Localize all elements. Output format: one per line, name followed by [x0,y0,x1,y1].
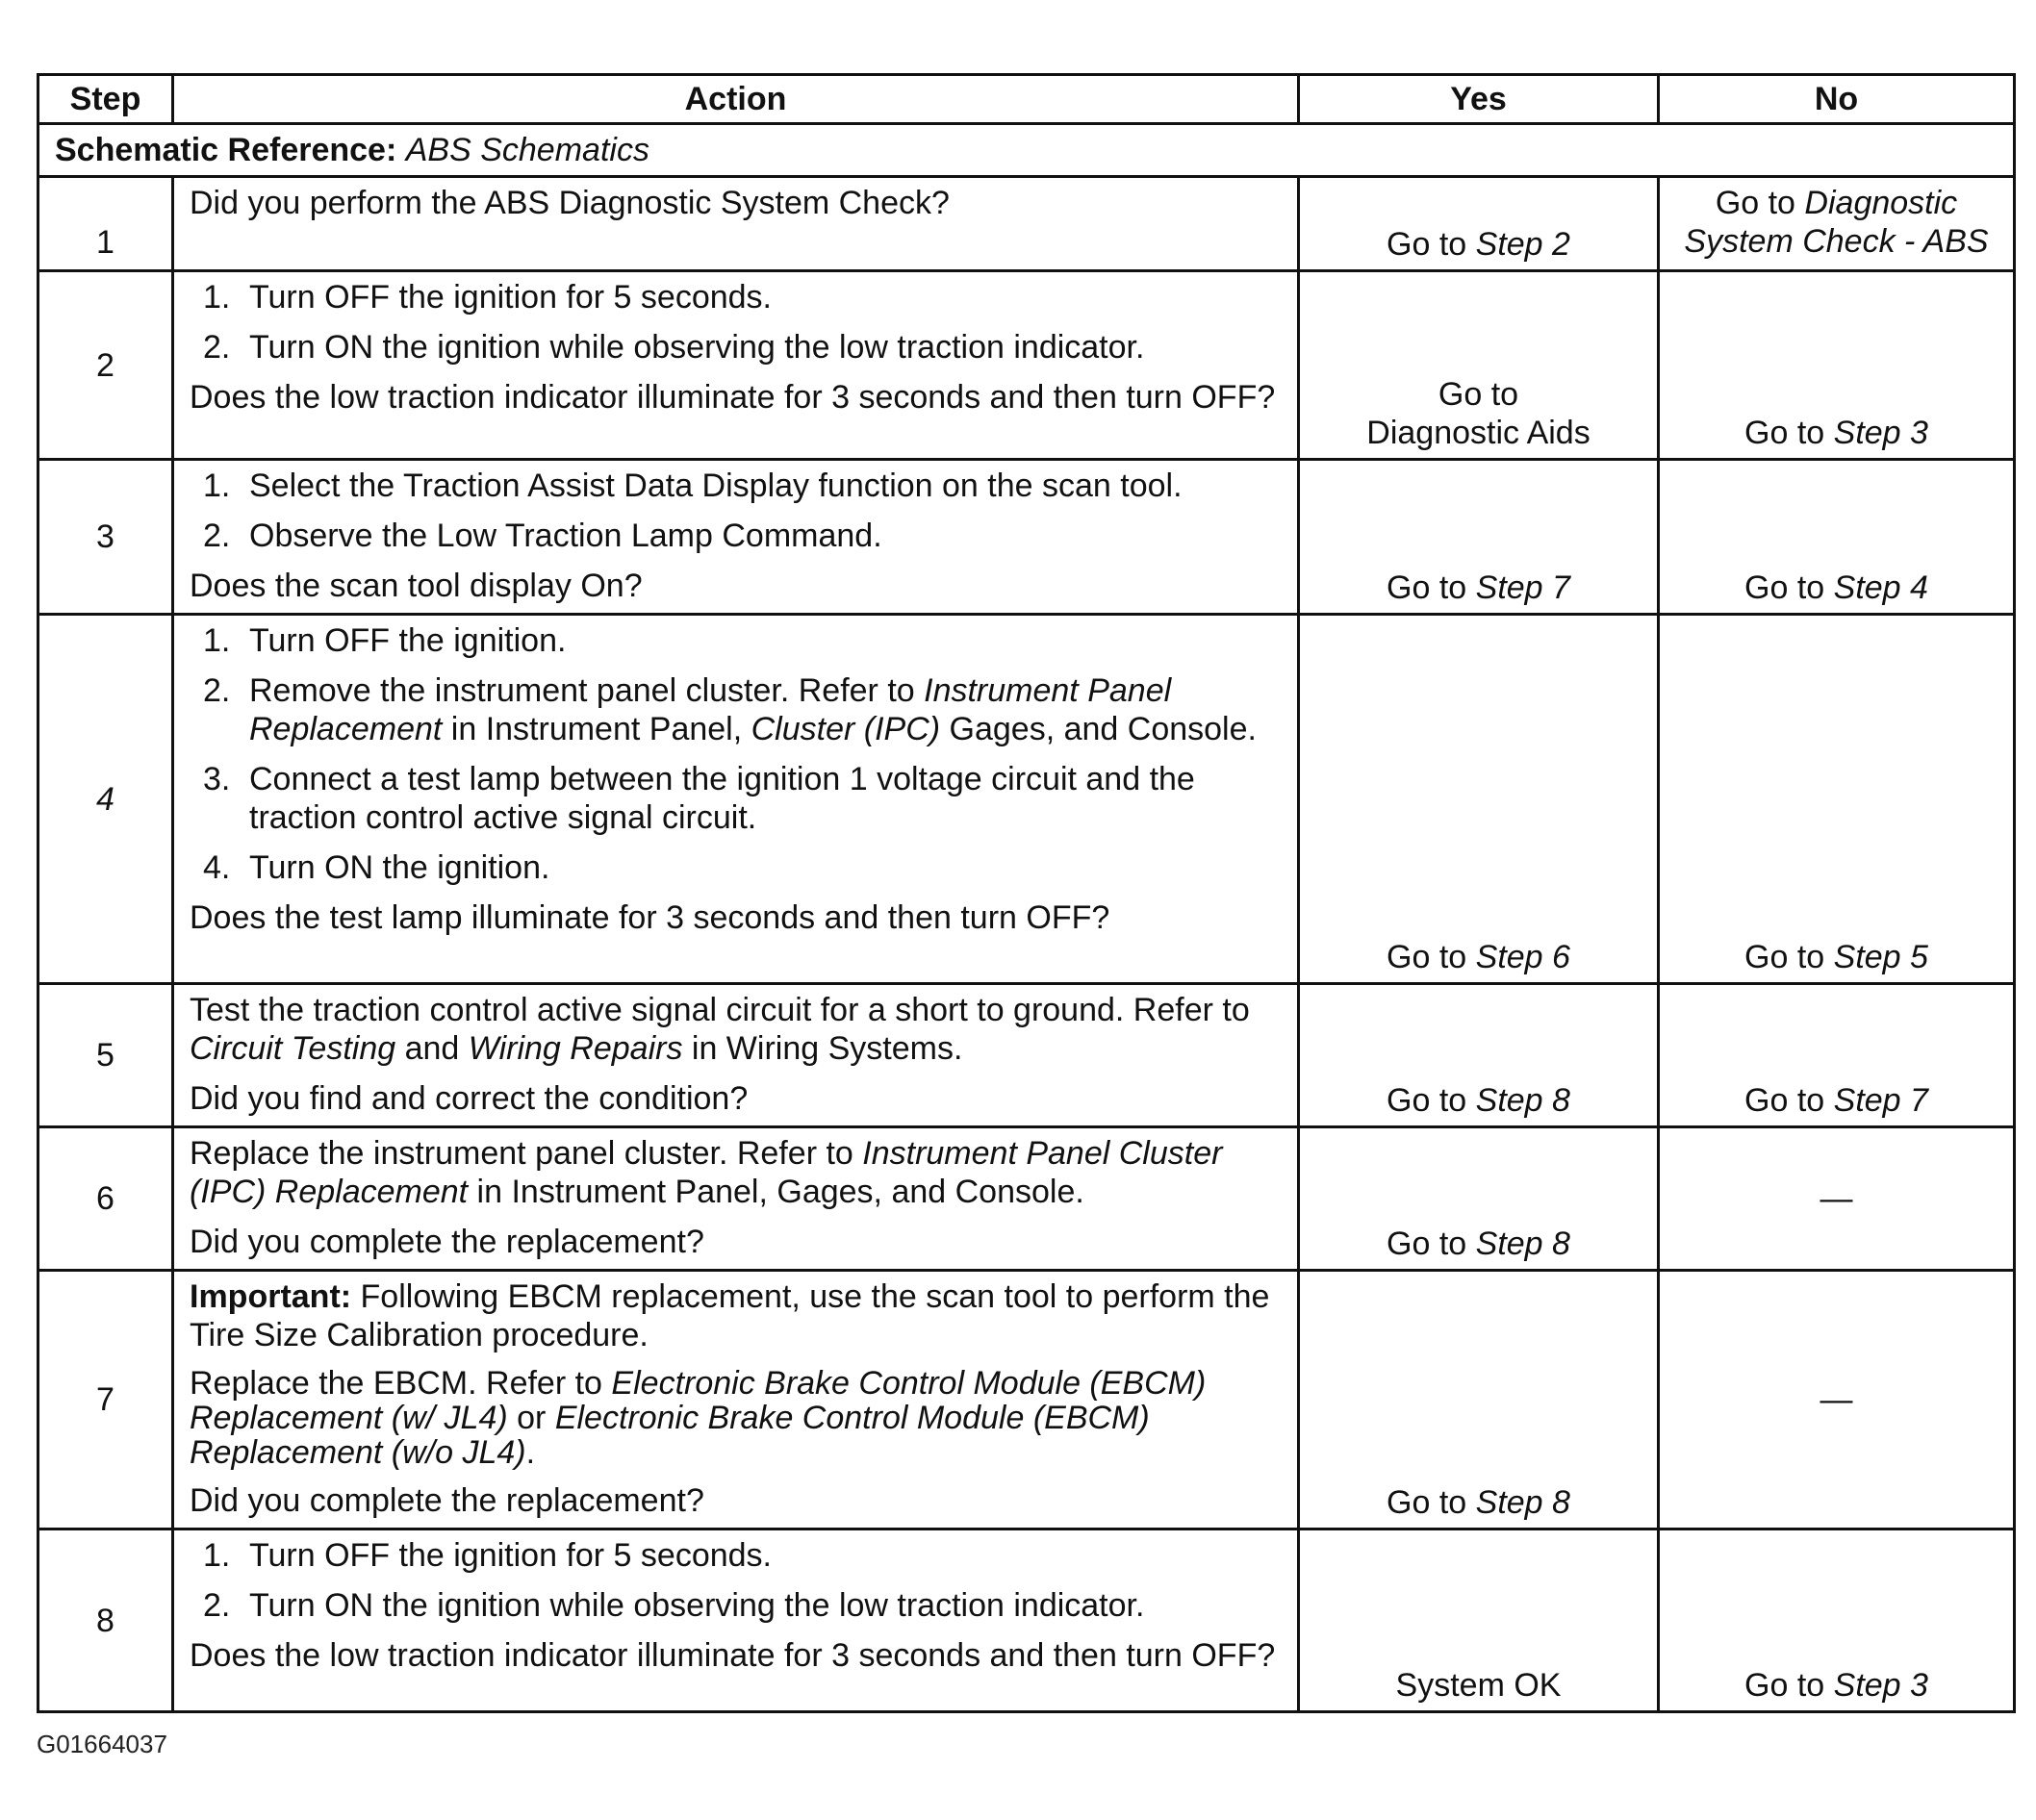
yes-prefix: Go to [1387,1484,1476,1521]
list-item: 1. Select the Traction Assist Data Display function on the scan tool. [203,468,1183,504]
figure-id: G01664037 [37,1730,167,1758]
question: Does the test lamp illuminate for 3 seconds and then turn OFF? [190,899,1110,936]
question: Did you find and correct the condition? [190,1080,749,1117]
yes-cell [1299,177,1659,271]
no-target: Step 5 [1833,939,1928,975]
action-cell [173,615,1299,984]
step-number: 5 [38,984,173,1127]
table-row [38,1529,2015,1712]
step-number: 8 [38,1529,173,1712]
yes-prefix: Go to [1387,1082,1476,1119]
action-list [190,621,1284,887]
yes-cell [1299,1127,1659,1271]
header-no: No [1659,75,2015,124]
question: Did you complete the replacement? [190,1224,704,1260]
step-number: 1 [38,177,173,271]
yes-target: Step 6 [1475,939,1570,975]
step-number: 3 [38,460,173,615]
yes-cell [1299,1271,1659,1529]
no-prefix: Go to [1744,1082,1834,1119]
no-prefix: Go to [1744,939,1834,975]
no-cell: — [1659,1127,2015,1271]
yes-target: Step 2 [1475,226,1570,263]
action-cell [173,984,1299,1127]
step-number: 4 [38,615,173,984]
list-item: 2. Remove the instrument panel cluster. Refer to Instrument Panel Replacement in Instrument Panel, Cluster (IPC) Gages, and Console. [203,672,1257,747]
list-item: 2. Turn ON the ignition while observing the low traction indicator. [203,329,1145,366]
yes-target: Step 7 [1475,569,1570,606]
yes-prefix: Go to [1387,939,1476,975]
schematic-reference-row [38,124,2015,177]
no-prefix: Go to [1744,569,1834,606]
action-list [190,1536,1284,1625]
action-list [190,278,1284,367]
action-cell [173,460,1299,615]
list-item: 1. Turn OFF the ignition for 5 seconds. [203,1537,772,1574]
question: Did you complete the replacement? [190,1482,704,1519]
action-list [190,467,1284,555]
no-target: Step 3 [1833,415,1928,451]
header-action: Action [173,75,1299,124]
yes-prefix: Go to [1387,226,1476,263]
important-note: Important: Following EBCM replacement, use the scan tool to perform the Tire Size Calibration procedure. [190,1278,1270,1353]
schematic-reference-value: ABS Schematics [405,132,649,168]
step-number: 7 [38,1271,173,1529]
yes-target: Step 8 [1475,1082,1570,1119]
yes-target: Step 8 [1475,1484,1570,1521]
no-cell [1659,984,2015,1127]
action-text: Test the traction control active signal circuit for a short to ground. Refer to Circuit Testing and Wiring Repairs in Wiring Systems. [190,992,1250,1067]
list-item: 2. Turn ON the ignition while observing the low traction indicator. [203,1587,1145,1624]
no-cell [1659,271,2015,460]
no-target: Step 3 [1833,1667,1928,1704]
schematic-reference [38,124,2015,177]
no-prefix: Go to [1744,1667,1834,1704]
no-cell [1659,460,2015,615]
table-row [38,271,2015,460]
action-cell [173,1127,1299,1271]
yes-prefix: Go to [1387,1226,1476,1262]
action-cell [173,271,1299,460]
yes-cell [1299,984,1659,1127]
no-target-line1: Diagnostic [1804,185,1958,221]
yes-cell [1299,271,1659,460]
list-item: 3. Connect a test lamp between the ignition 1 voltage circuit and the traction control active signal circuit. [203,761,1195,836]
no-cell [1659,615,2015,984]
yes-cell: System OK [1299,1529,1659,1712]
action-text: Replace the instrument panel cluster. Refer to Instrument Panel Cluster (IPC) Replacement in Instrument Panel, Gages, and Console. [190,1135,1223,1210]
table-row [38,984,2015,1127]
no-prefix: Go to [1744,415,1834,451]
action-cell [173,1271,1299,1529]
header-row [38,75,2015,124]
no-cell: — [1659,1271,2015,1529]
table-row [38,460,2015,615]
table-row [38,615,2015,984]
question: Does the low traction indicator illuminate for 3 seconds and then turn OFF? [190,379,1276,416]
schematic-reference-label: Schematic Reference: [55,132,397,168]
no-cell [1659,177,2015,271]
no-target: Step 7 [1833,1082,1928,1119]
list-item: 2. Observe the Low Traction Lamp Command. [203,518,882,554]
question: Does the scan tool display On? [190,568,643,604]
list-item: 1. Turn OFF the ignition for 5 seconds. [203,279,772,316]
diagnostic-table [37,73,2016,1713]
yes-prefix: Go to [1387,569,1476,606]
list-item: 4. Turn ON the ignition. [203,849,550,886]
action-cell [173,177,1299,271]
no-target: Step 4 [1833,569,1928,606]
step-number: 2 [38,271,173,460]
table-row [38,177,2015,271]
step-number: 6 [38,1127,173,1271]
question: Does the low traction indicator illuminate for 3 seconds and then turn OFF? [190,1637,1276,1674]
table-row [38,1127,2015,1271]
question: Did you perform the ABS Diagnostic System Check? [190,185,950,221]
yes-line2: Diagnostic Aids [1366,415,1591,451]
table-row [38,1271,2015,1529]
header-yes: Yes [1299,75,1659,124]
yes-cell [1299,460,1659,615]
yes-line1: Go to [1438,376,1519,413]
action-cell [173,1529,1299,1712]
yes-target: Step 8 [1475,1226,1570,1262]
no-cell [1659,1529,2015,1712]
header-step: Step [38,75,173,124]
list-item: 1. Turn OFF the ignition. [203,622,567,659]
yes-cell [1299,615,1659,984]
no-prefix: Go to [1715,185,1805,221]
action-text: Replace the EBCM. Refer to Electronic Brake Control Module (EBCM) Replacement (w/ JL4) or Electronic Brake Control Module (EBCM) Replacement (w/o JL4). [190,1365,1207,1471]
no-target-line2: System Check - ABS [1684,223,1989,260]
